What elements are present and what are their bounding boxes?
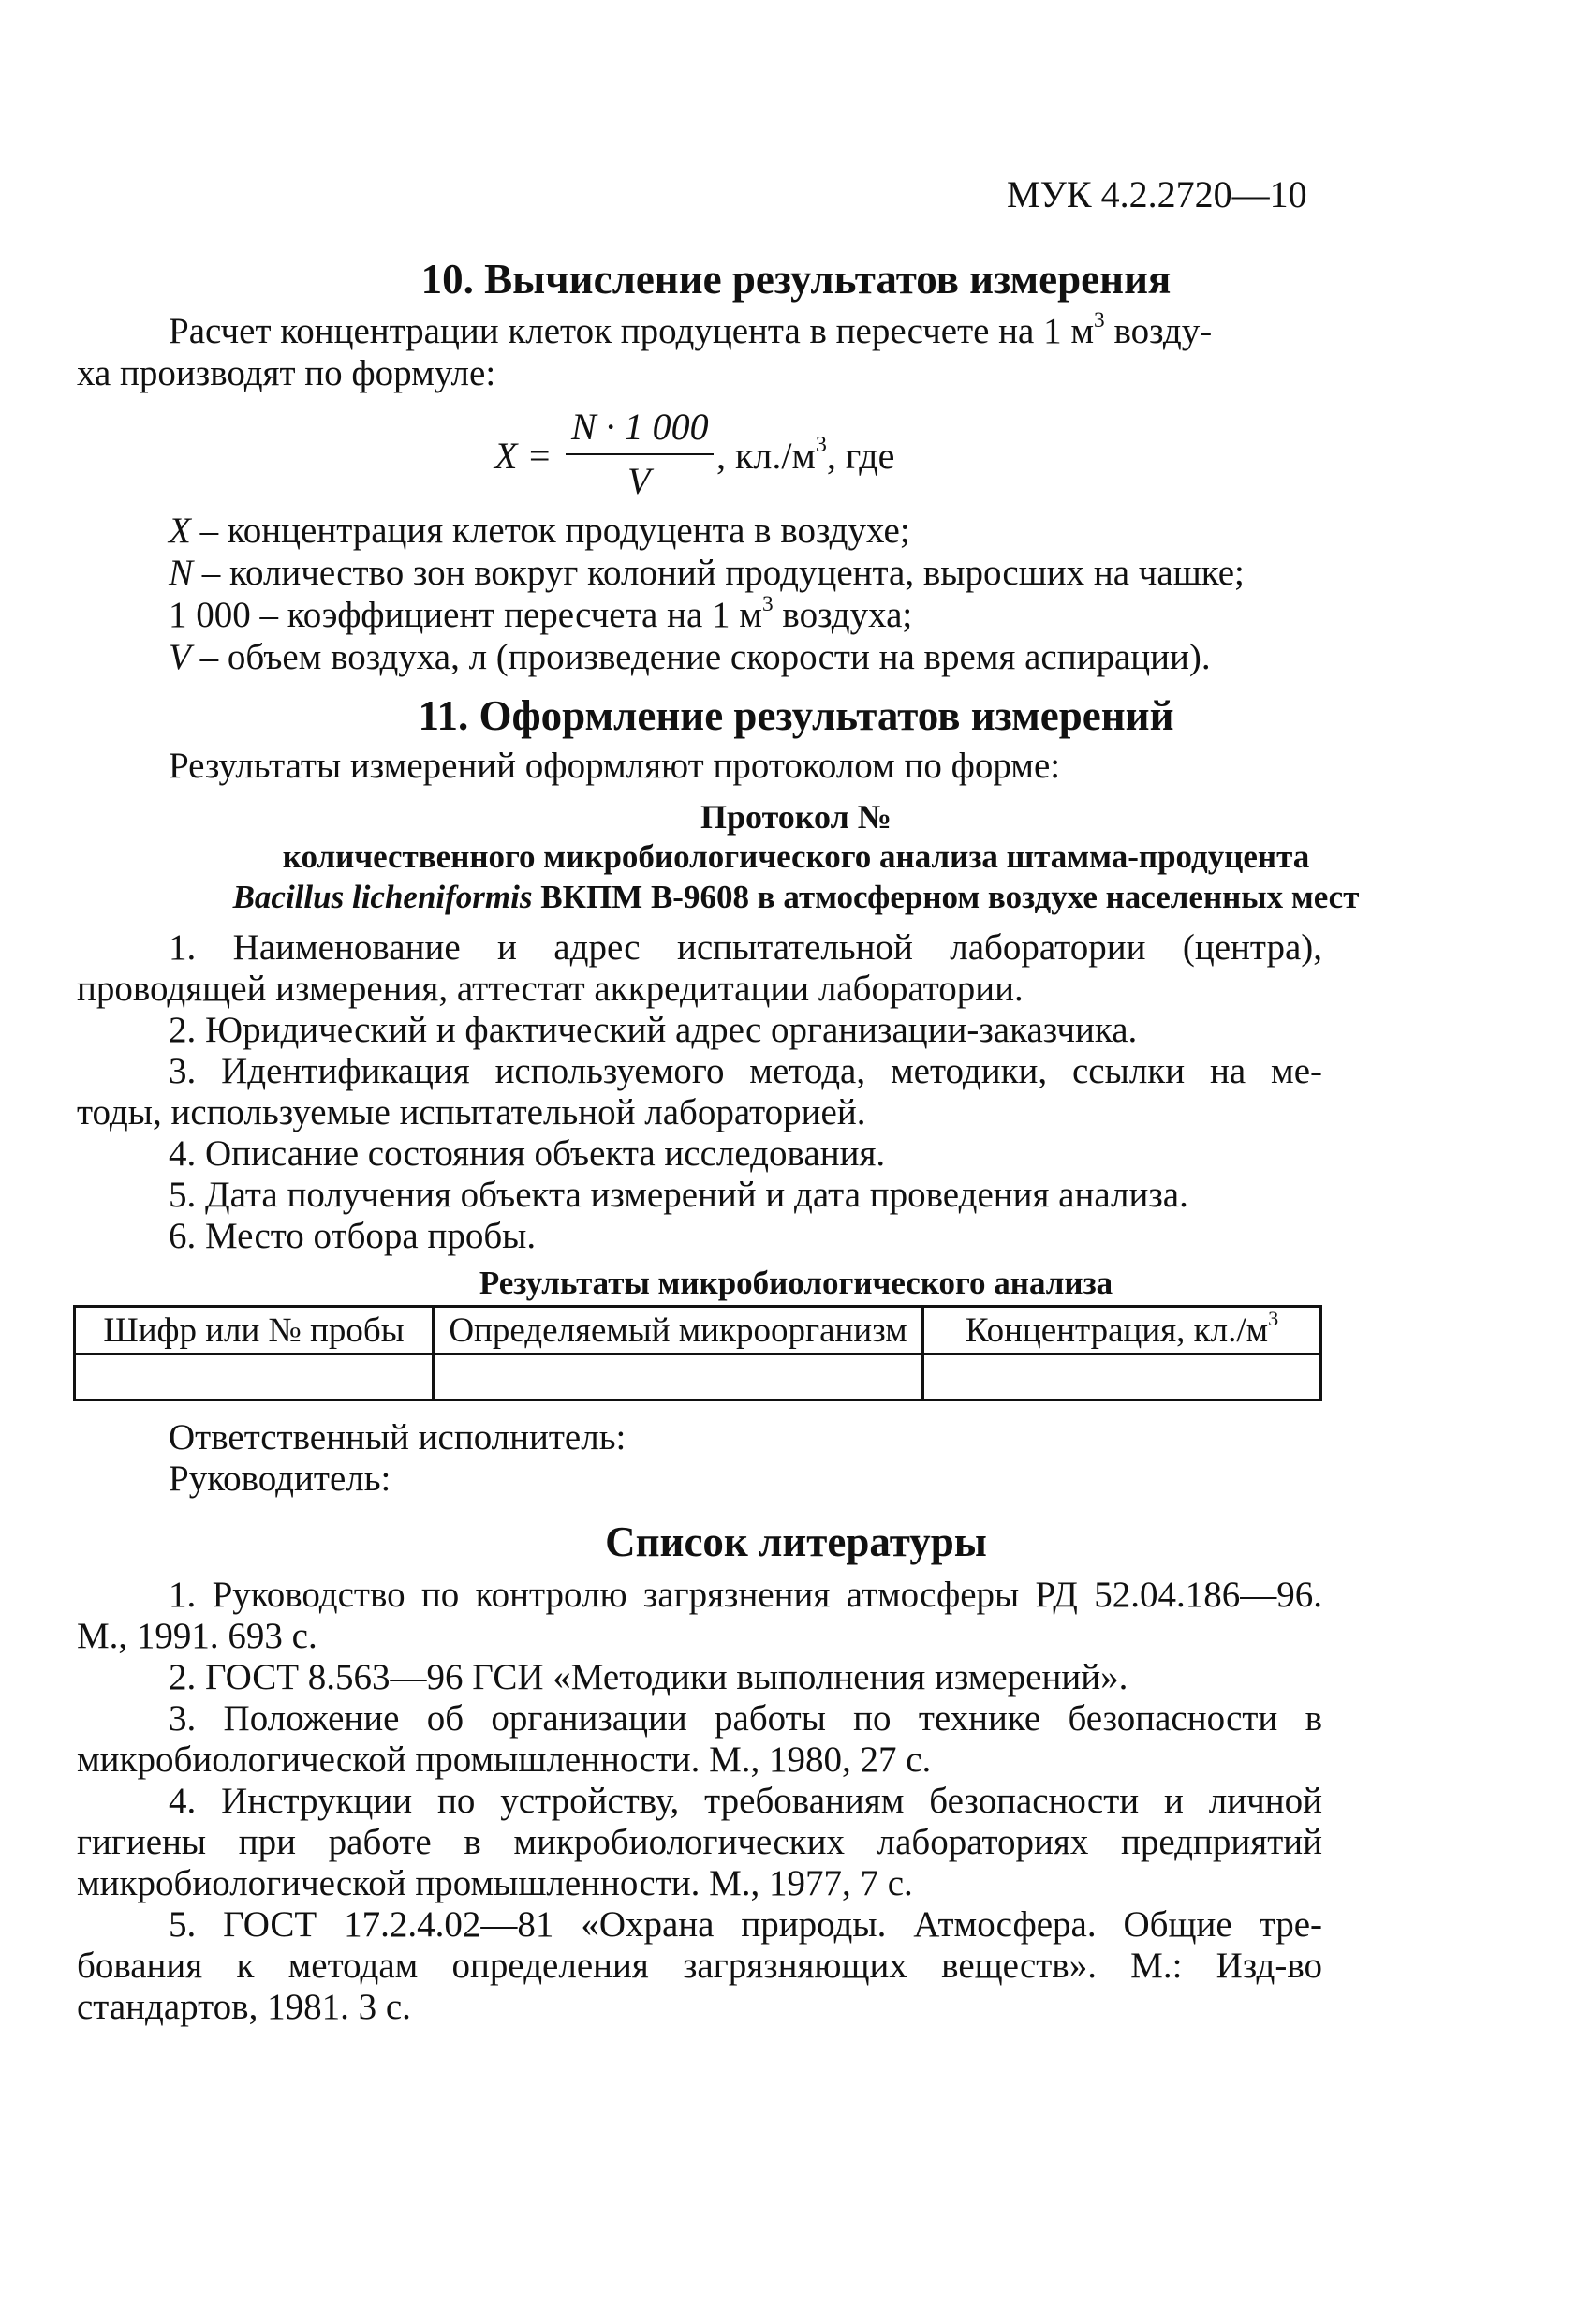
responsible-executor: Ответственный исполнитель: xyxy=(169,1417,626,1458)
protocol-item-1-line2: проводящей измерения, аттестат аккредитации лаборатории. xyxy=(77,969,1024,1009)
table-header-row xyxy=(75,1307,1321,1354)
formula-denominator: V xyxy=(627,460,651,502)
table-cell-empty xyxy=(923,1354,1321,1400)
results-table xyxy=(73,1305,1322,1401)
protocol-title: Протокол № xyxy=(700,798,892,836)
definition-1000: 1 000 – коэффициент пересчета на 1 $м^3$ воздуха; xyxy=(169,591,913,635)
reference-1-line1: 1. Руководство по контролю загрязнения атмосферы РД 52.04.186—96. xyxy=(169,1575,1322,1615)
reference-4-line1: 4. Инструкции по устройству, требованиям безопасности и личной xyxy=(169,1781,1322,1821)
formula-units: , $кл./м^3$, где xyxy=(716,433,895,477)
reference-5-line2: бования к методам определения загрязняющих веществ». М.: Изд-во xyxy=(77,1946,1322,1986)
section-10-title: 10. Вычисление результатов измерения xyxy=(420,256,1172,303)
reference-4-line2: гигиены при работе в микробиологических лабораториях предприятий xyxy=(77,1822,1322,1862)
section-10-intro-line2: ха производят по формуле: xyxy=(77,353,496,393)
definition-v: V – объем воздуха, л (произведение скорости на время аспирации). xyxy=(169,637,1211,677)
references-title: Список литературы xyxy=(605,1518,987,1565)
reference-5-line1: 5. ГОСТ 17.2.4.02—81 «Охрана природы. Атмосфера. Общие тре- xyxy=(169,1904,1322,1945)
reference-4-line3: микробиологической промышленности. М., 1977, 7 с. xyxy=(77,1863,913,1903)
table-cell-empty xyxy=(434,1354,923,1400)
formula-numerator: N · 1 000 xyxy=(571,406,709,448)
protocol-item-4: 4. Описание состояния объекта исследования. xyxy=(169,1133,886,1174)
table-row xyxy=(75,1354,1321,1400)
reference-3-line1: 3. Положение об организации работы по технике безопасности в xyxy=(169,1698,1322,1739)
head-of-lab: Руководитель: xyxy=(169,1458,391,1499)
protocol-item-1-line1: 1. Наименование и адрес испытательной лаборатории (центра), xyxy=(169,927,1322,968)
protocol-item-3-line2: тоды, используемые испытательной лабораторией. xyxy=(77,1092,866,1132)
definition-n: N – количество зон вокруг колоний продуцента, выросших на чашке; xyxy=(169,553,1245,593)
protocol-item-2: 2. Юридический и фактический адрес организации-заказчика. xyxy=(169,1010,1138,1050)
definition-x: X – концентрация клеток продуцента в воздухе; xyxy=(169,511,910,551)
table-cell-empty xyxy=(75,1354,434,1400)
table-header-concentration: Концентрация, $кл./м^3$ xyxy=(923,1307,1321,1354)
formula-lhs: X = xyxy=(494,435,553,477)
document-code: МУК 4.2.2720—10 xyxy=(1007,173,1307,215)
protocol-item-6: 6. Место отбора пробы. xyxy=(169,1216,537,1256)
results-table-title: Результаты микробиологического анализа xyxy=(479,1265,1113,1301)
section-11-title: 11. Оформление результатов измерений xyxy=(418,692,1174,739)
formula-fraction-line xyxy=(566,453,714,455)
protocol-subtitle-1: количественного микробиологического анализа штамма-продуцента xyxy=(282,838,1310,875)
reference-5-line3: стандартов, 1981. 3 с. xyxy=(77,1987,411,2027)
section-10-intro-line1: Расчет концентрации клеток продуцента в пересчете на 1 $м^3$ возду- xyxy=(169,307,1213,351)
table-header-sample-code: Шифр или № пробы xyxy=(75,1307,434,1354)
protocol-item-3-line1: 3. Идентификация используемого метода, методики, ссылки на ме- xyxy=(169,1051,1322,1091)
section-11-intro: Результаты измерений оформляют протоколом по форме: xyxy=(169,746,1061,786)
protocol-item-5: 5. Дата получения объекта измерений и дата проведения анализа. xyxy=(169,1175,1188,1215)
reference-3-line2: микробиологической промышленности. М., 1980, 27 с. xyxy=(77,1739,932,1780)
reference-2: 2. ГОСТ 8.563—96 ГСИ «Методики выполнения измерений». xyxy=(169,1657,1128,1697)
table-header-microorganism: Определяемый микроорганизм xyxy=(434,1307,923,1354)
protocol-subtitle-2: Bacillus licheniformis ВКПМ В-9608 в атмосферном воздухе населенных мест xyxy=(232,879,1360,915)
reference-1-line2: М., 1991. 693 с. xyxy=(77,1616,317,1656)
